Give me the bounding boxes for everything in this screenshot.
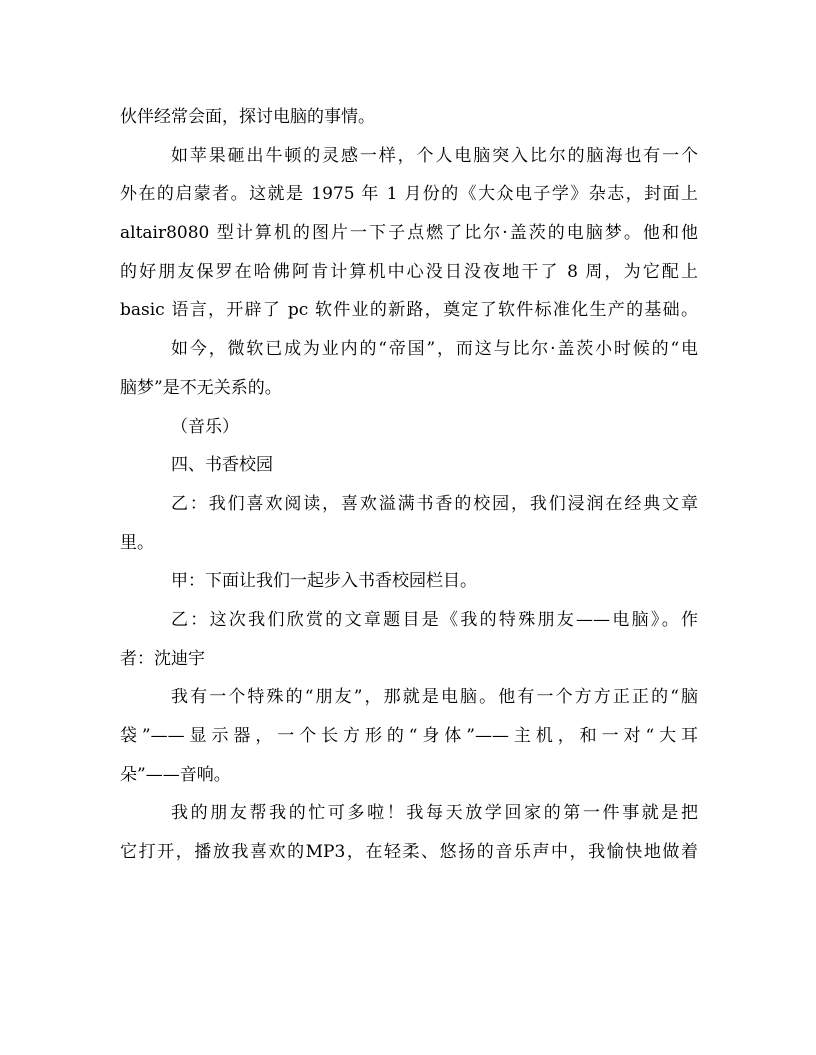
section-heading: 四、书香校园 <box>171 455 273 476</box>
text-line: 乙：我们喜欢阅读，喜欢溢满书香的校园，我们浸润在经典文章 <box>171 493 698 514</box>
text-line: 脑梦”是不无关系的。 <box>120 377 282 398</box>
text-line: 里。 <box>120 532 154 553</box>
text-line: 朵”——音响。 <box>120 764 231 785</box>
text-line: 甲：下面让我们一起步入书香校园栏目。 <box>171 571 477 592</box>
text-line: basic 语言，开辟了 pc 软件业的新路，奠定了软件标准化生产的基础。 <box>120 300 698 321</box>
text-line: 乙：这次我们欣赏的文章题目是《我的特殊朋友——电脑》。作 <box>171 609 698 630</box>
text-line: 如今，微软已成为业内的“帝国”，而这与比尔·盖茨小时候的“电 <box>171 339 698 360</box>
text-line: 我有一个特殊的“朋友”，那就是电脑。他有一个方方正正的“脑 <box>171 687 698 708</box>
document-body <box>120 98 698 872</box>
text-line: 的好朋友保罗在哈佛阿肯计算机中心没日没夜地干了 8 周，为它配上 <box>120 261 698 282</box>
text-line: （音乐） <box>171 416 239 437</box>
text-line: 者：沈迪宇 <box>120 648 205 669</box>
text-line: altair8080 型计算机的图片一下子点燃了比尔·盖茨的电脑梦。他和他 <box>120 223 698 244</box>
text-line: 我的朋友帮我的忙可多啦！我每天放学回家的第一件事就是把 <box>171 803 698 824</box>
text-line: 伙伴经常会面，探讨电脑的事情。 <box>120 107 375 127</box>
text-line: 如苹果砸出牛顿的灵感一样，个人电脑突入比尔的脑海也有一个 <box>171 145 698 166</box>
text-line: 它打开，播放我喜欢的MP3，在轻柔、悠扬的音乐声中，我愉快地做着 <box>120 842 698 863</box>
text-line: 袋”——显示器，一个长方形的“身体”——主机，和一对“大耳 <box>120 726 698 746</box>
text-line: 外在的启蒙者。这就是 1975 年 1 月份的《大众电子学》杂志，封面上 <box>120 184 698 205</box>
